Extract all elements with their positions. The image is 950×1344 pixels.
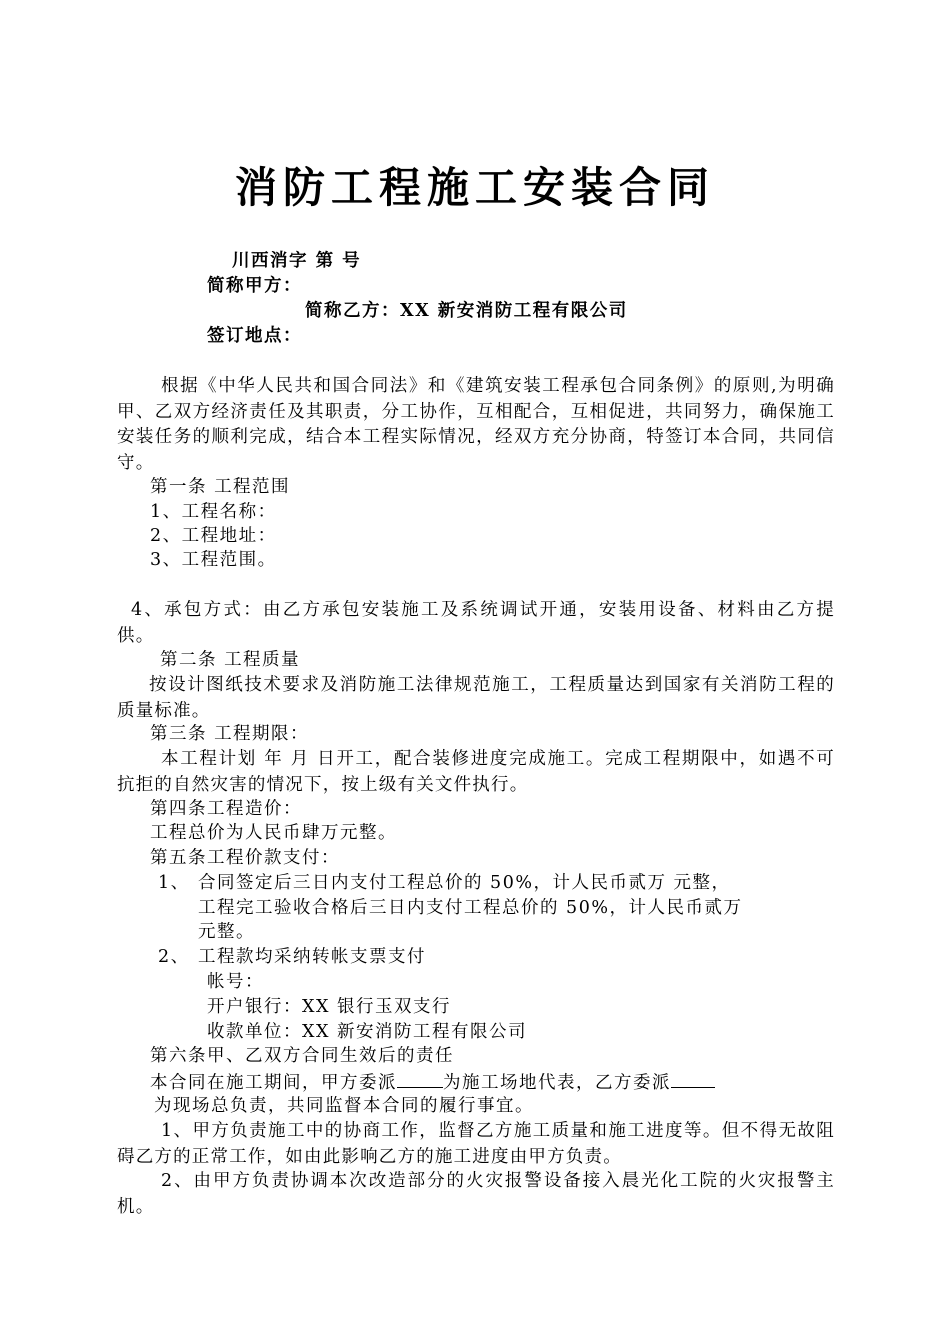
article-5-item-1-line-1: 合同签定后三日内支付工程总价的 50%，计人民币贰万 元整， (198, 873, 731, 893)
article-2-heading: 第二条 工程质量 (160, 650, 301, 670)
article-4-body: 工程总价为人民币肆万元整。 (150, 823, 397, 843)
article-5-item-1-line-3: 元整。 (198, 922, 255, 942)
article-6-text-b: 为施工场地代表，乙方委派 (443, 1073, 671, 1093)
article-2-body: 按设计图纸技术要求及消防施工法律规范施工，工程质量达到国家有关消防工程的质量标准。 (117, 675, 835, 721)
article-1-heading: 第一条 工程范围 (150, 477, 291, 497)
article-3-body: 本工程计划 年 月 日开工，配合装修进度完成施工。完成工程期限中，如遇不可抗拒的自然灾害的情况下，按上级有关文件执行。 (117, 749, 835, 795)
article-1-item-4: 4、承包方式：由乙方承包安装施工及系统调试开通，安装用设备、材料由乙方提供。 (117, 600, 835, 646)
article-5-item-1-number: 1、 (158, 873, 190, 893)
party-a-representative-blank (397, 1069, 443, 1088)
payee-name: 收款单位：XX 新安消防工程有限公司 (207, 1022, 527, 1042)
intro-paragraph: 根据《中华人民共和国合同法》和《建筑安装工程承包合同条例》的原则,为明确甲、乙双方经济责任及其职责，分工协作，互相配合，互相促进，共同努力，确保施工安装任务的顺利完成，结合本工程实际情况，经双方充分协商，特签订本合同，共同信守。 (117, 376, 835, 473)
party-a-label: 简称甲方： (207, 276, 302, 296)
article-4-heading: 第四条工程造价： (150, 799, 302, 819)
bank-name: 开户银行：XX 银行玉双支行 (207, 997, 451, 1017)
article-6-heading: 第六条甲、乙双方合同生效后的责任 (150, 1046, 454, 1066)
article-3-heading: 第三条 工程期限： (150, 724, 310, 744)
article-1-item-2: 2、工程地址： (150, 526, 277, 546)
sign-place-label: 签订地点： (207, 326, 302, 346)
contract-number: 川西消字 第 号 (232, 251, 362, 271)
article-5-item-2: 工程款均采纳转帐支票支付 (198, 947, 426, 967)
article-6-item-1: 1、甲方负责施工中的协商工作，监督乙方施工质量和施工进度等。但不得无故阻碍乙方的正常工作，如由此影响乙方的施工进度由甲方负责。 (117, 1121, 835, 1167)
account-number-label: 帐号： (207, 972, 264, 992)
article-6-body-line-1 (150, 1069, 715, 1096)
article-5-item-2-number: 2、 (158, 947, 190, 967)
article-6-item-2: 2、由甲方负责协调本次改造部分的火灾报警设备接入晨光化工院的火灾报警主机。 (117, 1171, 835, 1217)
document-title: 消防工程施工安装合同 (234, 163, 715, 212)
party-b-label: 简称乙方：XX 新安消防工程有限公司 (305, 301, 628, 321)
article-6-text-a: 本合同在施工期间，甲方委派 (150, 1073, 397, 1093)
party-b-representative-blank (671, 1069, 715, 1088)
article-6-body-line-2: 为现场总负责，共同监督本合同的履行事宜。 (154, 1096, 534, 1116)
article-1-item-3: 3、工程范围。 (150, 550, 277, 570)
article-5-heading: 第五条工程价款支付： (150, 848, 340, 868)
article-1-item-1: 1、工程名称： (150, 502, 277, 522)
article-5-item-1-line-2: 工程完工验收合格后三日内支付工程总价的 50%，计人民币贰万 (198, 898, 743, 918)
